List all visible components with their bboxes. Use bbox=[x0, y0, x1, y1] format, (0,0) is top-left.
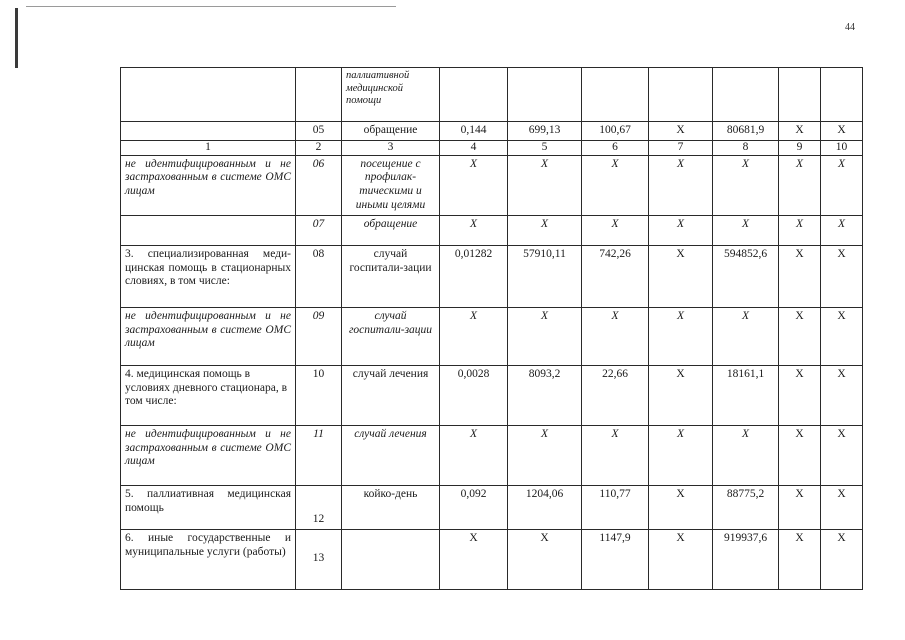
table-cell: Х bbox=[821, 245, 863, 307]
table-cell: не идентифицированным и не застрахованным в системе ОМС лицам bbox=[121, 425, 296, 485]
table-row bbox=[121, 529, 863, 589]
table-row bbox=[121, 68, 863, 122]
table-cell: случай лечения bbox=[342, 425, 440, 485]
table-cell: Х bbox=[582, 215, 649, 245]
table-cell: 1204,06 bbox=[508, 485, 582, 529]
table-cell: Х bbox=[779, 155, 821, 215]
table-cell bbox=[121, 215, 296, 245]
table-cell bbox=[779, 68, 821, 122]
table-cell: Х bbox=[440, 155, 508, 215]
table-cell bbox=[508, 68, 582, 122]
table-cell: Х bbox=[821, 215, 863, 245]
table-cell: 05 bbox=[296, 122, 342, 141]
table-cell: Х bbox=[821, 307, 863, 365]
table-cell: не идентифицированным и не застрахованным в системе ОМС лицам bbox=[121, 155, 296, 215]
table-cell: Х bbox=[821, 485, 863, 529]
table-cell: Х bbox=[821, 365, 863, 425]
table-cell: Х bbox=[649, 307, 713, 365]
table-cell: Х bbox=[508, 215, 582, 245]
column-number: 2 bbox=[296, 140, 342, 155]
table-row bbox=[121, 215, 863, 245]
table-cell bbox=[440, 68, 508, 122]
table-row bbox=[121, 245, 863, 307]
table-cell: Х bbox=[649, 245, 713, 307]
table-cell: Х bbox=[779, 122, 821, 141]
table-cell bbox=[649, 68, 713, 122]
table-cell: Х bbox=[649, 529, 713, 589]
table-cell: Х bbox=[821, 122, 863, 141]
column-number: 1 bbox=[121, 140, 296, 155]
column-number: 4 bbox=[440, 140, 508, 155]
table-cell: 742,26 bbox=[582, 245, 649, 307]
table-cell: обращение bbox=[342, 122, 440, 141]
table-cell: обращение bbox=[342, 215, 440, 245]
table-cell: Х bbox=[821, 155, 863, 215]
table-cell: Х bbox=[508, 155, 582, 215]
table-cell: 594852,6 bbox=[713, 245, 779, 307]
table-cell: посещение с профилак-тическими и иными целями bbox=[342, 155, 440, 215]
table-cell: Х bbox=[440, 425, 508, 485]
table-cell bbox=[582, 68, 649, 122]
table-cell: 06 bbox=[296, 155, 342, 215]
table-row bbox=[121, 155, 863, 215]
table-cell: 22,66 bbox=[582, 365, 649, 425]
table-cell: 0,144 bbox=[440, 122, 508, 141]
table-cell: случай госпитали-зации bbox=[342, 245, 440, 307]
column-number: 6 bbox=[582, 140, 649, 155]
table-cell: 4. медицинская помощь в условиях дневного стационара, в том числе: bbox=[121, 365, 296, 425]
table-row bbox=[121, 122, 863, 141]
table-cell: паллиативной медицинской помощи bbox=[342, 68, 440, 122]
column-number: 3 bbox=[342, 140, 440, 155]
data-table bbox=[120, 67, 863, 590]
table-cell: Х bbox=[649, 155, 713, 215]
table-cell: Х bbox=[508, 529, 582, 589]
table-cell: Х bbox=[713, 307, 779, 365]
table-cell: Х bbox=[779, 215, 821, 245]
table-cell: Х bbox=[821, 425, 863, 485]
table-cell: 11 bbox=[296, 425, 342, 485]
table-cell: Х bbox=[649, 215, 713, 245]
column-number: 10 bbox=[821, 140, 863, 155]
table-cell: 110,77 bbox=[582, 485, 649, 529]
table-cell: Х bbox=[779, 485, 821, 529]
table-cell: Х bbox=[713, 215, 779, 245]
table-cell: 699,13 bbox=[508, 122, 582, 141]
table-cell: койко-день bbox=[342, 485, 440, 529]
table-cell: Х bbox=[713, 425, 779, 485]
table-cell: 13 bbox=[296, 529, 342, 589]
table-cell: 07 bbox=[296, 215, 342, 245]
table-cell: Х bbox=[779, 529, 821, 589]
table-cell: Х bbox=[649, 365, 713, 425]
table-cell: 5. паллиативная медицинская помощь bbox=[121, 485, 296, 529]
table-cell: 09 bbox=[296, 307, 342, 365]
table-cell: 6. иные государственные и муниципальные услуги (работы) bbox=[121, 529, 296, 589]
table-cell: 3. специализированная меди-цинская помощь в стационарных словиях, в том числе: bbox=[121, 245, 296, 307]
table-cell: Х bbox=[582, 307, 649, 365]
table-cell: 0,01282 bbox=[440, 245, 508, 307]
scan-edge-top bbox=[26, 6, 396, 7]
table-cell: 8093,2 bbox=[508, 365, 582, 425]
scan-edge-left bbox=[15, 8, 18, 68]
table-cell: случай лечения bbox=[342, 365, 440, 425]
table-cell: Х bbox=[582, 425, 649, 485]
table-cell: Х bbox=[440, 307, 508, 365]
table-cell: 18161,1 bbox=[713, 365, 779, 425]
table-cell: Х bbox=[779, 425, 821, 485]
table-row bbox=[121, 425, 863, 485]
table-cell bbox=[121, 122, 296, 141]
table-cell bbox=[121, 68, 296, 122]
column-number: 7 bbox=[649, 140, 713, 155]
page-number: 44 bbox=[845, 22, 855, 33]
table-cell: Х bbox=[779, 365, 821, 425]
column-number-row bbox=[121, 140, 863, 155]
table-cell: 08 bbox=[296, 245, 342, 307]
table-cell: не идентифицированным и не застрахованным в системе ОМС лицам bbox=[121, 307, 296, 365]
table-cell: Х bbox=[508, 307, 582, 365]
table-row bbox=[121, 365, 863, 425]
table-cell: Х bbox=[649, 485, 713, 529]
table-cell bbox=[342, 529, 440, 589]
table-cell bbox=[296, 68, 342, 122]
table-cell: 57910,11 bbox=[508, 245, 582, 307]
table-cell bbox=[821, 68, 863, 122]
table-cell: Х bbox=[440, 215, 508, 245]
table-cell: 0,0028 bbox=[440, 365, 508, 425]
table-cell: Х bbox=[779, 245, 821, 307]
table-row bbox=[121, 485, 863, 529]
table-cell: Х bbox=[713, 155, 779, 215]
table-cell: 0,092 bbox=[440, 485, 508, 529]
table-cell: 100,67 bbox=[582, 122, 649, 141]
table-cell: 919937,6 bbox=[713, 529, 779, 589]
table-cell: Х bbox=[440, 529, 508, 589]
table-cell: 10 bbox=[296, 365, 342, 425]
table-cell: 88775,2 bbox=[713, 485, 779, 529]
table-cell: Х bbox=[649, 122, 713, 141]
column-number: 9 bbox=[779, 140, 821, 155]
table-cell: 80681,9 bbox=[713, 122, 779, 141]
table-cell: Х bbox=[649, 425, 713, 485]
table-cell: Х bbox=[821, 529, 863, 589]
table-cell: случай госпитали-зации bbox=[342, 307, 440, 365]
column-number: 5 bbox=[508, 140, 582, 155]
table-row bbox=[121, 307, 863, 365]
table-cell: Х bbox=[508, 425, 582, 485]
table-cell: Х bbox=[582, 155, 649, 215]
table-cell: Х bbox=[779, 307, 821, 365]
table-cell bbox=[713, 68, 779, 122]
table-cell: 12 bbox=[296, 485, 342, 529]
column-number: 8 bbox=[713, 140, 779, 155]
table-cell: 1147,9 bbox=[582, 529, 649, 589]
